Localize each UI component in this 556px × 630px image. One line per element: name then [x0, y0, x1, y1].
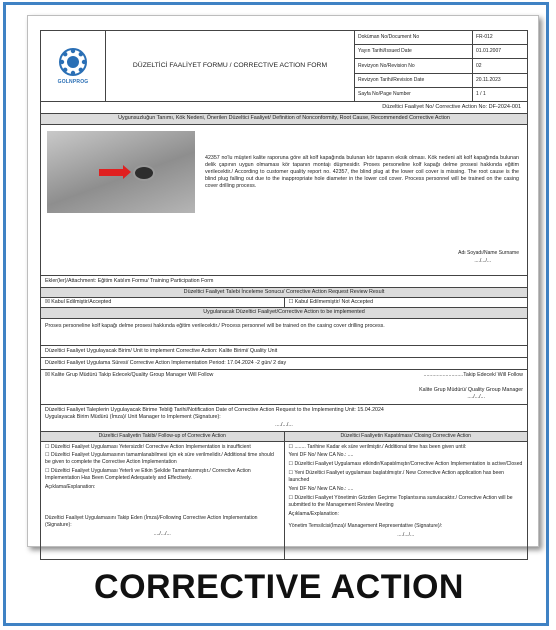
- meta-value: 01.01.2007: [476, 48, 502, 55]
- unit-manager-signature: Uygulayacak Birim Müdürü (İmza)/ Unit Manager to Implement (Signature):: [45, 414, 221, 421]
- form-title: DÜZELTİCİ FAALİYET FORMU / CORRECTIVE ACTION FORM: [106, 31, 355, 101]
- meta-label: Revizyon No/Revision No: [355, 59, 473, 72]
- closing-review-checkbox[interactable]: ☐ Düzeltici Faaliyet Yönetimin Gözden Geçirme Toplantısına sunulacaktır./ Corrective Action will be submitted to the Management Review Meeting: [288, 494, 513, 508]
- manager-date: ..../.../...: [467, 394, 485, 401]
- meta-row: [355, 74, 527, 88]
- followup-explanation-label: Açıklama/Explanation:: [45, 483, 96, 490]
- review-header: Düzeltici Faaliyet Talebi İnceleme Sonucu/ Corrective Action Request Review Result: [41, 288, 527, 298]
- meta-label: Yayın Tarihi/Issued Date: [355, 45, 473, 58]
- unit-manager-date: ..../.../...: [275, 421, 293, 428]
- signature-label: Adı Soyadı/Name Surname: [458, 249, 519, 256]
- closing-new-ca-checkbox[interactable]: ☐ Yeni Düzeltici Faaliyet uygulaması başlatılmıştır./ New Corrective Action application has been launched: [288, 470, 504, 484]
- company-logo: [41, 31, 106, 101]
- followup-extra-time-checkbox[interactable]: ☐ Düzeltici Faaliyet Uygulamasının tamamlanabilmesi için ek süre verilmelidir./ Additional time should be given to complete the Corrective Action Implementation: [45, 452, 274, 466]
- meta-row: [355, 59, 527, 73]
- closing-new-ca-no-2: Yeni DF No/ New CA No.: ....: [288, 485, 354, 492]
- signature-date: ..../.../...: [474, 257, 491, 264]
- implement-header: Uygulanacak Düzeltici Faaliyet/Corrective Action to be implemented: [41, 308, 527, 318]
- follow-up-owner: [41, 370, 527, 405]
- accepted-checkbox[interactable]: ☒ Kabul Edilmiştir/Accepted: [41, 298, 285, 307]
- meta-row: [355, 88, 527, 101]
- followup-body: [41, 442, 284, 559]
- followup-header: Düzeltici Faaliyetin Takibi/ Follow-up of Corrective Action: [41, 432, 284, 442]
- not-accepted-checkbox[interactable]: ☐ Kabul Edilmemiştir/ Not Accepted: [288, 299, 374, 306]
- review-options: [41, 298, 527, 308]
- followup-signature: Düzeltici Faaliyet Uygulamasını Takip Eden (İmza)/Following Corrective Action Implementation (Signature):: [45, 514, 258, 528]
- defect-photo: [47, 131, 195, 213]
- followup-column: [41, 432, 285, 559]
- followup-insufficient-checkbox[interactable]: ☐ Düzeltici Faaliyet Uygulaması Yetersizdir/ Corrective Action Implementation is insufficient: [45, 443, 251, 450]
- form-sheet: [27, 15, 539, 547]
- meta-value: 02: [476, 62, 482, 69]
- followup-completed-checkbox[interactable]: ☐ Düzeltici Faaliyet Uygulaması Yeterli ve Etkin Şekilde Tamamlanmıştır./ Corrective Action Implementation Has Been Completed Adequately and Effectively.: [45, 468, 251, 482]
- corrective-action-form: [40, 30, 528, 560]
- closing-explanation-label: Açıklama/Explanation:: [288, 510, 339, 517]
- notification-section: [41, 405, 527, 431]
- manager-label: Kalite Grup Müdürü/ Quality Group Manager: [419, 387, 523, 394]
- closing-active-checkbox[interactable]: ☐ Düzeltici Faaliyet Uygulaması etkindir/Kapatılmıştır/Corrective Action Implementation is active/Closed: [288, 461, 523, 468]
- closing-date: ..../.../...: [397, 532, 415, 539]
- definition-section: [41, 125, 527, 276]
- closing-extra-time-checkbox[interactable]: ☐ ........ Tarihine Kadar ek süre verilmiştir./ Additional time has been given until:: [288, 443, 467, 450]
- form-header: [41, 31, 527, 102]
- red-arrow-icon: [99, 169, 123, 176]
- logo-wordmark: GOLNPROG: [57, 78, 89, 85]
- followup-closing-columns: [41, 432, 527, 559]
- meta-row: [355, 45, 527, 59]
- implement-text: Proses personeline kolf kapağı delme prosesi hakkında eğitim verilecektir./ Process personnel will be trained on the casing cover drilling process.: [41, 319, 527, 346]
- meta-value: 1 / 1: [476, 91, 486, 98]
- notification-date: Düzeltici Faaliyet Taleplerin Uygulayacak Birime Tebliğ Tarihi/Notification Date of Corrective Action Request to the Implementing Unit: 15.04.2024: [45, 407, 384, 414]
- action-number: Düzeltici Faaliyet No/ Corrective Action No: DF-2024-001: [41, 102, 527, 114]
- closing-header: Düzeltici Faaliyetin Kapatılması/ Closing Corrective Action: [285, 432, 528, 442]
- other-follow-field[interactable]: ...........................Takip Edecek/ Will Follow: [423, 371, 523, 378]
- closing-signature: Yönetim Temsilcisi(İmza)/ Management Representative (Signature)/:: [288, 523, 443, 530]
- missing-plug-hole: [135, 167, 153, 179]
- followup-date: ..../.../...: [153, 530, 171, 537]
- quality-manager-checkbox[interactable]: ☒ Kalite Grup Müdürü Takip Edecek/Quality Group Manager Will Follow: [45, 371, 214, 378]
- figure-frame: [3, 2, 549, 626]
- attachment-line: Ekler(ler)/Attachment: Eğitim Katılım Formu/ Training Participation Form: [41, 276, 527, 288]
- definition-text: 42357 no'lu müşteri kalite raporuna göre alt kolf kapağında bulunan kör tapanın eksik olması. Kök nedeni alt kolf kapağında bulunan delik çapının uygun olmaması kör tapanın montajı düşmesidir. Proses personeline kolf kapağı delme prosesi hakkında eğitim verilecektir./ According to customer quality report no. 42357, the blind plug at the lower coil cover is missing. The root cause is the blind plug falling out due to the inappropriate hole diameter in the lower coil cover. Process personnel will be trained on the casing cover drilling process.: [205, 154, 519, 190]
- meta-row: [355, 31, 527, 45]
- closing-column: [285, 432, 528, 559]
- meta-label: Revizyon Tarihi/Revision Date: [355, 74, 473, 87]
- definition-header: Uygunsuzluğun Tanımı, Kök Nedeni, Önerilen Düzeltici Faaliyet/ Definition of Nonconformity, Root Cause, Recommended Corrective Action: [41, 114, 527, 124]
- document-meta-table: [355, 31, 527, 101]
- meta-value: FR-012: [476, 34, 493, 41]
- meta-label: Doküman No/Document No: [355, 31, 473, 44]
- globe-logo-icon: [58, 47, 88, 77]
- implementing-unit: Düzeltici Faaliyet Uygulayacak Birim/ Unit to implement Corrective Action: Kalite Birimi/ Quality Unit: [41, 346, 527, 358]
- meta-value: 20.11.2023: [476, 76, 501, 83]
- meta-label: Sayfa No/Page Number: [355, 88, 473, 101]
- caption-title: CORRECTIVE ACTION: [94, 568, 464, 606]
- closing-body: [285, 442, 528, 559]
- closing-new-ca-no: Yeni DF No/ New CA No.: ....: [288, 452, 354, 459]
- implementation-period: Düzeltici Faaliyet Uygulama Süresi/ Corrective Action Implementation Period: 17.04.2024 -2 gün/ 2 day: [41, 358, 527, 370]
